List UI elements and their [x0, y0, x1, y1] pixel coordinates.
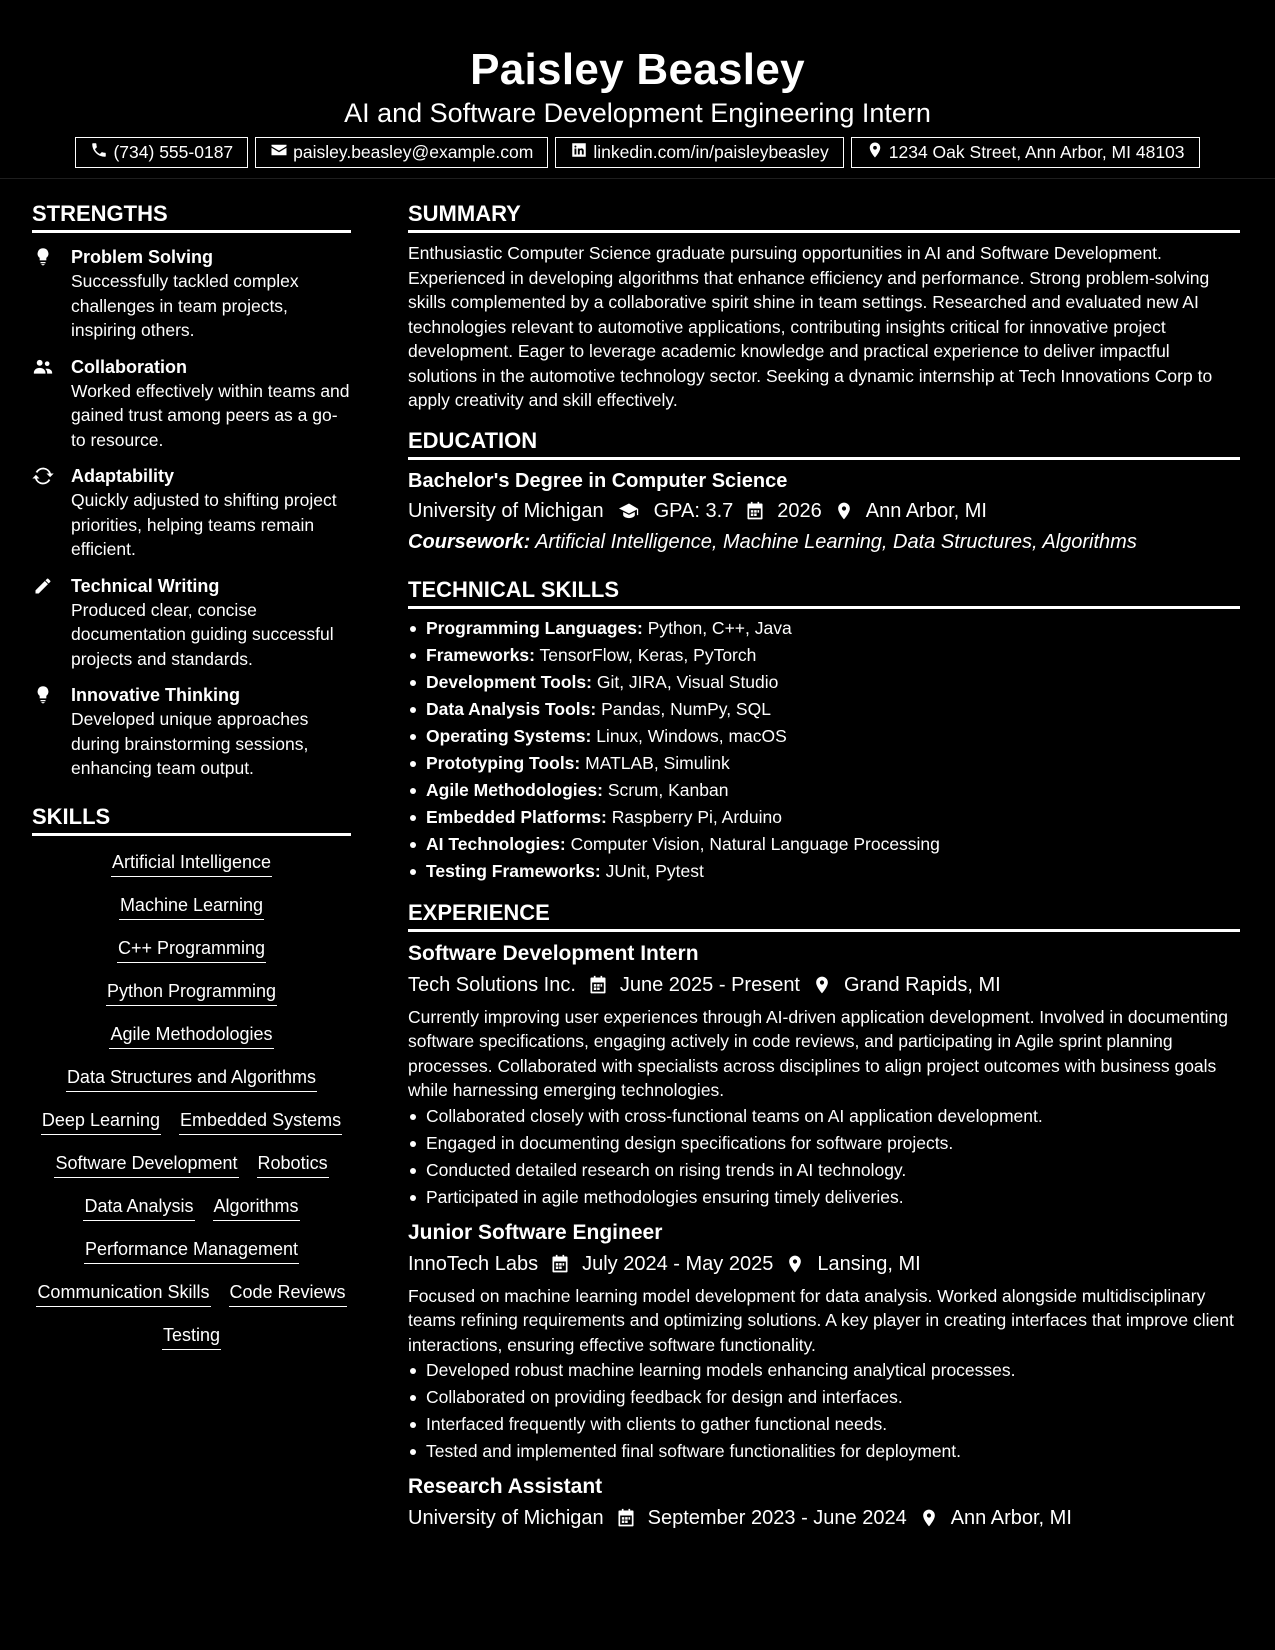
technical-skill-value: Git, JIRA, Visual Studio	[596, 671, 779, 692]
technical-skill-label: Embedded Platforms:	[426, 806, 607, 827]
users-icon	[32, 357, 54, 377]
technical-skill-label: Testing Frameworks:	[426, 860, 601, 881]
strength-desc: Successfully tackled complex challenges in team projects, inspiring others.	[71, 271, 299, 340]
job-bullet: Collaborated on providing feedback for design and interfaces.	[408, 1384, 1240, 1411]
job-bullet: Developed robust machine learning models enhancing analytical processes.	[408, 1357, 1240, 1384]
technical-skill-value: MATLAB, Simulink	[585, 752, 730, 773]
education-gpa: GPA: 3.7	[653, 499, 734, 522]
technical-skill-label: Frameworks:	[426, 644, 535, 665]
summary-heading: SUMMARY	[408, 200, 1240, 233]
job-entry	[408, 1473, 1240, 1532]
job-bullet: Participated in agile methodologies ensuring timely deliveries.	[408, 1184, 1240, 1211]
skill-tag: Data Structures and Algorithms	[66, 1065, 317, 1092]
job-meta	[408, 1504, 1240, 1532]
candidate-title: AI and Software Development Engineering Intern	[344, 98, 931, 128]
lightbulb-icon	[32, 247, 54, 267]
skill-tag: C++ Programming	[117, 936, 266, 963]
job-dates: July 2024 - May 2025	[582, 1252, 774, 1275]
coursework-list: Artificial Intelligence, Machine Learning, Data Structures, Algorithms	[535, 530, 1137, 553]
job-location: Ann Arbor, MI	[950, 1507, 1072, 1529]
technical-skills-list	[408, 615, 1240, 885]
strength-desc: Developed unique approaches during brainstorming sessions, enhancing team output.	[71, 709, 309, 778]
technical-skill-value: TensorFlow, Keras, PyTorch	[539, 644, 757, 665]
strength-name: Collaboration	[71, 356, 187, 377]
strength-name: Adaptability	[71, 466, 175, 486]
contact-phone[interactable]	[75, 137, 248, 168]
skill-tag: Performance Management	[84, 1237, 299, 1264]
skill-tag: Python Programming	[106, 979, 277, 1006]
skill-tag: Deep Learning	[41, 1108, 161, 1135]
sync-icon	[32, 466, 54, 486]
job-entry	[408, 1219, 1240, 1466]
skill-tag: Code Reviews	[229, 1280, 347, 1307]
job-title: Software Development Intern	[408, 941, 699, 965]
skill-tag: Robotics	[257, 1151, 329, 1178]
strength-name: Innovative Thinking	[71, 685, 241, 705]
technical-skill-label: Agile Methodologies:	[426, 779, 603, 800]
job-location: Grand Rapids, MI	[844, 973, 1001, 996]
strength-item	[32, 683, 351, 781]
contact-email[interactable]	[255, 137, 548, 168]
contact-linkedin[interactable]	[555, 137, 843, 168]
technical-skill-value: Scrum, Kanban	[607, 779, 729, 800]
skill-tag: Machine Learning	[119, 893, 264, 920]
technical-skill-value: Python, C++, Java	[647, 617, 792, 638]
skill-tag: Data Analysis	[83, 1194, 194, 1221]
skill-tag: Communication Skills	[36, 1280, 210, 1307]
coursework-label: Coursework:	[408, 530, 531, 553]
job-bullet: Interfaced frequently with clients to gather functional needs.	[408, 1411, 1240, 1438]
job-title: Junior Software Engineer	[408, 1220, 663, 1244]
skill-tag: Testing	[162, 1323, 221, 1350]
education-heading: EDUCATION	[408, 427, 1240, 460]
graduation-cap-icon	[616, 501, 642, 521]
experience-list	[408, 940, 1240, 1533]
strength-name: Technical Writing	[71, 575, 220, 596]
strength-item	[32, 574, 351, 672]
experience-heading: EXPERIENCE	[408, 899, 1240, 932]
strength-desc: Quickly adjusted to shifting project priorities, helping teams remain efficient.	[71, 490, 337, 559]
technical-skill-label: Development Tools:	[426, 671, 592, 692]
calendar-icon	[588, 975, 608, 995]
education-location: Ann Arbor, MI	[865, 499, 987, 522]
left-column	[32, 200, 351, 1350]
job-bullet: Engaged in documenting design specifications for software projects.	[408, 1130, 1240, 1157]
pencil-icon	[32, 576, 54, 596]
calendar-icon	[745, 501, 765, 521]
strength-item	[32, 464, 351, 562]
phone-icon	[90, 141, 108, 164]
map-pin-icon	[812, 975, 832, 995]
lightbulb-icon	[32, 685, 54, 705]
contact-bar	[0, 137, 1275, 168]
job-meta	[408, 971, 1240, 999]
summary-text: Enthusiastic Computer Science graduate pursuing opportunities in AI and Software Development. Experienced in developing algorithms that enhance efficiency and performance. Strong problem-solving skills complemented by a collaborative spirit shine in team settings. Researched and evaluated new AI technologies relevant to automotive applications, contributing insights critical for innovative project development. Eager to leverage academic knowledge and practical experience to deliver impactful solutions in the automotive technology sector. Seeking a dynamic internship at Tech Innovations Corp to apply creativity and skill effectively.	[408, 243, 1213, 410]
technical-skill-label: Data Analysis Tools:	[426, 698, 597, 719]
job-meta	[408, 1250, 1240, 1278]
education-degree: Bachelor's Degree in Computer Science	[408, 469, 788, 492]
technical-skill-item	[408, 831, 1240, 858]
job-company: Tech Solutions Inc.	[408, 973, 576, 996]
technical-skill-label: AI Technologies:	[426, 833, 566, 854]
technical-skill-value: Pandas, NumPy, SQL	[601, 698, 771, 719]
skill-tag: Algorithms	[213, 1194, 300, 1221]
technical-skill-value: Linux, Windows, macOS	[596, 725, 787, 746]
strength-item	[32, 245, 351, 343]
map-pin-icon	[919, 1508, 939, 1528]
map-pin-icon	[866, 141, 884, 164]
job-description: Focused on machine learning model development for data analysis. Worked alongside multidisciplinary teams refining requirements and optimizing solutions. A key player in creating interfaces that improve client interactions, ensuring effective software functionality.	[408, 1285, 1234, 1355]
technical-skill-item	[408, 723, 1240, 750]
contact-address-text: 1234 Oak Street, Ann Arbor, MI 48103	[888, 142, 1185, 162]
technical-skill-label: Programming Languages:	[426, 617, 643, 638]
job-company: University of Michigan	[408, 1507, 604, 1529]
education-coursework	[408, 528, 1240, 556]
skill-tag: Agile Methodologies	[109, 1022, 273, 1049]
skill-tag: Embedded Systems	[179, 1108, 342, 1135]
education-year: 2026	[777, 499, 822, 522]
job-bullet: Collaborated closely with cross-functional teams on AI application development.	[408, 1103, 1240, 1130]
candidate-name: Paisley Beasley	[470, 45, 805, 94]
contact-address[interactable]	[851, 137, 1200, 168]
linkedin-icon	[570, 141, 588, 164]
resume-header	[0, 0, 1275, 168]
job-title: Research Assistant	[408, 1475, 603, 1498]
calendar-icon	[616, 1508, 636, 1528]
contact-linkedin-text: linkedin.com/in/paisleybeasley	[593, 142, 829, 162]
job-location: Lansing, MI	[817, 1252, 921, 1275]
technical-skill-item	[408, 669, 1240, 696]
job-bullets	[408, 1357, 1240, 1465]
contact-phone-text: (734) 555-0187	[113, 142, 234, 162]
header-divider	[0, 178, 1275, 179]
job-bullet: Tested and implemented final software functionalities for deployment.	[408, 1438, 1240, 1465]
technical-skill-label: Operating Systems:	[426, 725, 592, 746]
strength-name: Problem Solving	[71, 247, 214, 267]
technical-skill-value: Raspberry Pi, Arduino	[611, 806, 782, 827]
envelope-icon	[270, 141, 288, 164]
strength-desc: Produced clear, concise documentation guiding successful projects and standards.	[71, 599, 334, 669]
technical-skill-value: Computer Vision, Natural Language Processing	[570, 833, 940, 854]
skill-tag: Artificial Intelligence	[111, 850, 272, 877]
calendar-icon	[550, 1254, 570, 1274]
skill-tag: Software Development	[54, 1151, 238, 1178]
technical-skill-item	[408, 750, 1240, 777]
technical-skill-item	[408, 777, 1240, 804]
right-column	[408, 200, 1240, 1532]
strengths-heading: STRENGTHS	[32, 200, 351, 233]
job-entry	[408, 940, 1240, 1211]
technical-skill-item	[408, 858, 1240, 885]
map-pin-icon	[785, 1254, 805, 1274]
job-dates: September 2023 - June 2024	[647, 1507, 907, 1529]
job-dates: June 2025 - Present	[619, 973, 800, 996]
map-pin-icon	[834, 501, 854, 521]
education-meta	[408, 497, 1240, 525]
skills-heading: SKILLS	[32, 803, 351, 836]
technical-skills-heading: TECHNICAL SKILLS	[408, 576, 1240, 609]
job-bullets	[408, 1103, 1240, 1211]
education-school: University of Michigan	[408, 499, 604, 522]
technical-skill-item	[408, 696, 1240, 723]
technical-skill-item	[408, 804, 1240, 831]
skills-list	[32, 836, 351, 1350]
job-description: Currently improving user experiences through AI-driven application development. Involved in documenting software specifications, engaging actively in code reviews, and participating in Agile sprint planning processes. Collaborated with specialists across disciplines to align project outcomes with business goals while harnessing emerging technologies.	[408, 1006, 1229, 1100]
strength-item	[32, 355, 351, 453]
contact-email-text: paisley.beasley@example.com	[293, 142, 534, 162]
technical-skill-value: JUnit, Pytest	[605, 860, 704, 881]
technical-skill-item	[408, 615, 1240, 642]
strength-desc: Worked effectively within teams and gained trust among peers as a go-to resource.	[71, 380, 350, 450]
technical-skill-item	[408, 642, 1240, 669]
technical-skill-label: Prototyping Tools:	[426, 752, 581, 773]
job-company: InnoTech Labs	[408, 1252, 539, 1275]
job-bullet: Conducted detailed research on rising trends in AI technology.	[408, 1157, 1240, 1184]
